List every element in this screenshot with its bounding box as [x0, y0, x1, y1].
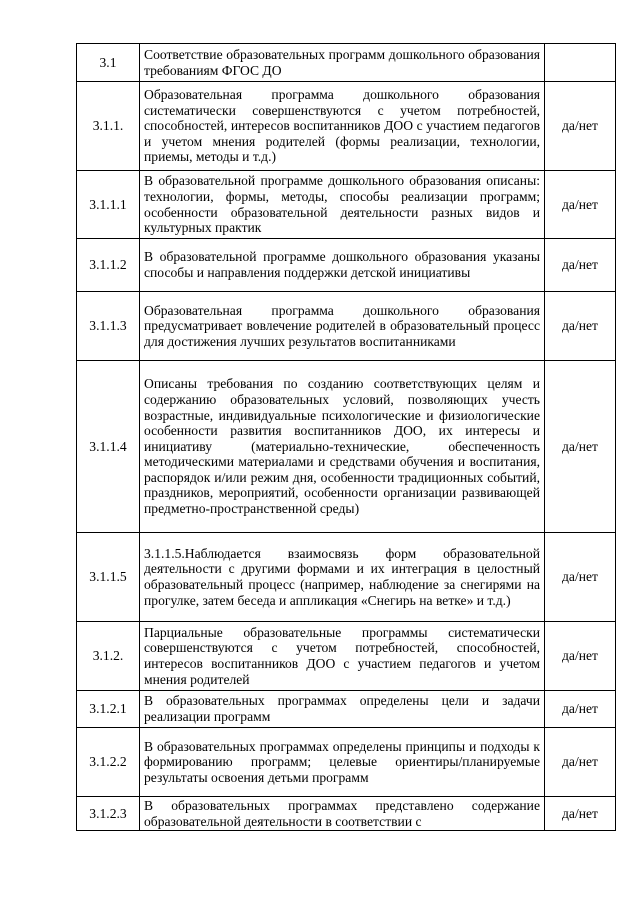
row-number: 3.1.2.2 [77, 728, 140, 797]
row-number: 3.1.2.3 [77, 797, 140, 831]
row-answer: да/нет [545, 728, 616, 797]
row-answer: да/нет [545, 292, 616, 361]
row-answer: да/нет [545, 797, 616, 831]
row-number: 3.1.1.2 [77, 239, 140, 292]
row-criterion: Образовательная программа дошкольного образования систематически совершенствуются с учетом потребностей, способностей, интересов воспитанников ДОО с участием педагогов и учетом мнения родителей (формы реализации, технологии, приемы, методы и т.д.) [140, 82, 545, 171]
row-number: 3.1.1.3 [77, 292, 140, 361]
row-answer: да/нет [545, 622, 616, 691]
table-row [77, 691, 616, 728]
criteria-table [76, 43, 616, 831]
row-number: 3.1.1. [77, 82, 140, 171]
table-row [77, 171, 616, 239]
table-row [77, 44, 616, 82]
row-answer: да/нет [545, 533, 616, 622]
row-answer: да/нет [545, 82, 616, 171]
table-row [77, 797, 616, 831]
row-criterion: В образовательной программе дошкольного образования описаны: технологии, формы, методы, способы реализации программ; особенности образовательной деятельности разных видов и культурных практик [140, 171, 545, 239]
row-criterion: Образовательная программа дошкольного образования предусматривает вовлечение родителей в образовательный процесс для достижения лучших результатов воспитанниками [140, 292, 545, 361]
row-criterion: Описаны требования по созданию соответствующих целям и содержанию образовательных условий, позволяющих учесть возрастные, индивидуальные психологические и физиологические особенности развития воспитанников ДОО, их интересы и инициативу (материально-технические, обеспеченность методическими материалами и средствами обучения и воспитания, распорядок и/или режим дня, особенности традиционных событий, праздников, мероприятий, особенности организации развивающей предметно-пространственной среды) [140, 361, 545, 533]
table-row [77, 728, 616, 797]
row-number: 3.1.2.1 [77, 691, 140, 728]
table-row [77, 82, 616, 171]
row-answer: да/нет [545, 361, 616, 533]
row-criterion: В образовательной программе дошкольного образования указаны способы и направления поддержки детской инициативы [140, 239, 545, 292]
row-number: 3.1.1.1 [77, 171, 140, 239]
row-criterion: В образовательных программах определены принципы и подходы к формированию программ; целевые ориентиры/планируемые результаты освоения детьми программ [140, 728, 545, 797]
row-criterion: В образовательных программах определены цели и задачи реализации программ [140, 691, 545, 728]
row-number: 3.1 [77, 44, 140, 82]
row-number: 3.1.1.5 [77, 533, 140, 622]
row-criterion: Парциальные образовательные программы систематически совершенствуются с учетом потребностей, способностей, интересов воспитанников ДОО с участием педагогов и учетом мнения родителей [140, 622, 545, 691]
table-row [77, 622, 616, 691]
row-criterion: В образовательных программах представлено содержание образовательной деятельности в соответствии с [140, 797, 545, 831]
row-criterion: 3.1.1.5.Наблюдается взаимосвязь форм образовательной деятельности с другими формами и их интеграция в целостный образовательный процесс (например, наблюдение за снегирями на прогулке, затем беседа и аппликация «Снегирь на ветке» и т.д.) [140, 533, 545, 622]
table-row [77, 533, 616, 622]
document-page [76, 43, 609, 831]
row-answer: да/нет [545, 691, 616, 728]
row-number: 3.1.1.4 [77, 361, 140, 533]
table-row [77, 239, 616, 292]
table-row [77, 361, 616, 533]
row-answer: да/нет [545, 239, 616, 292]
row-criterion: Соответствие образовательных программ дошкольного образования требованиям ФГОС ДО [140, 44, 545, 82]
table-row [77, 292, 616, 361]
row-answer: да/нет [545, 171, 616, 239]
row-number: 3.1.2. [77, 622, 140, 691]
row-answer [545, 44, 616, 82]
